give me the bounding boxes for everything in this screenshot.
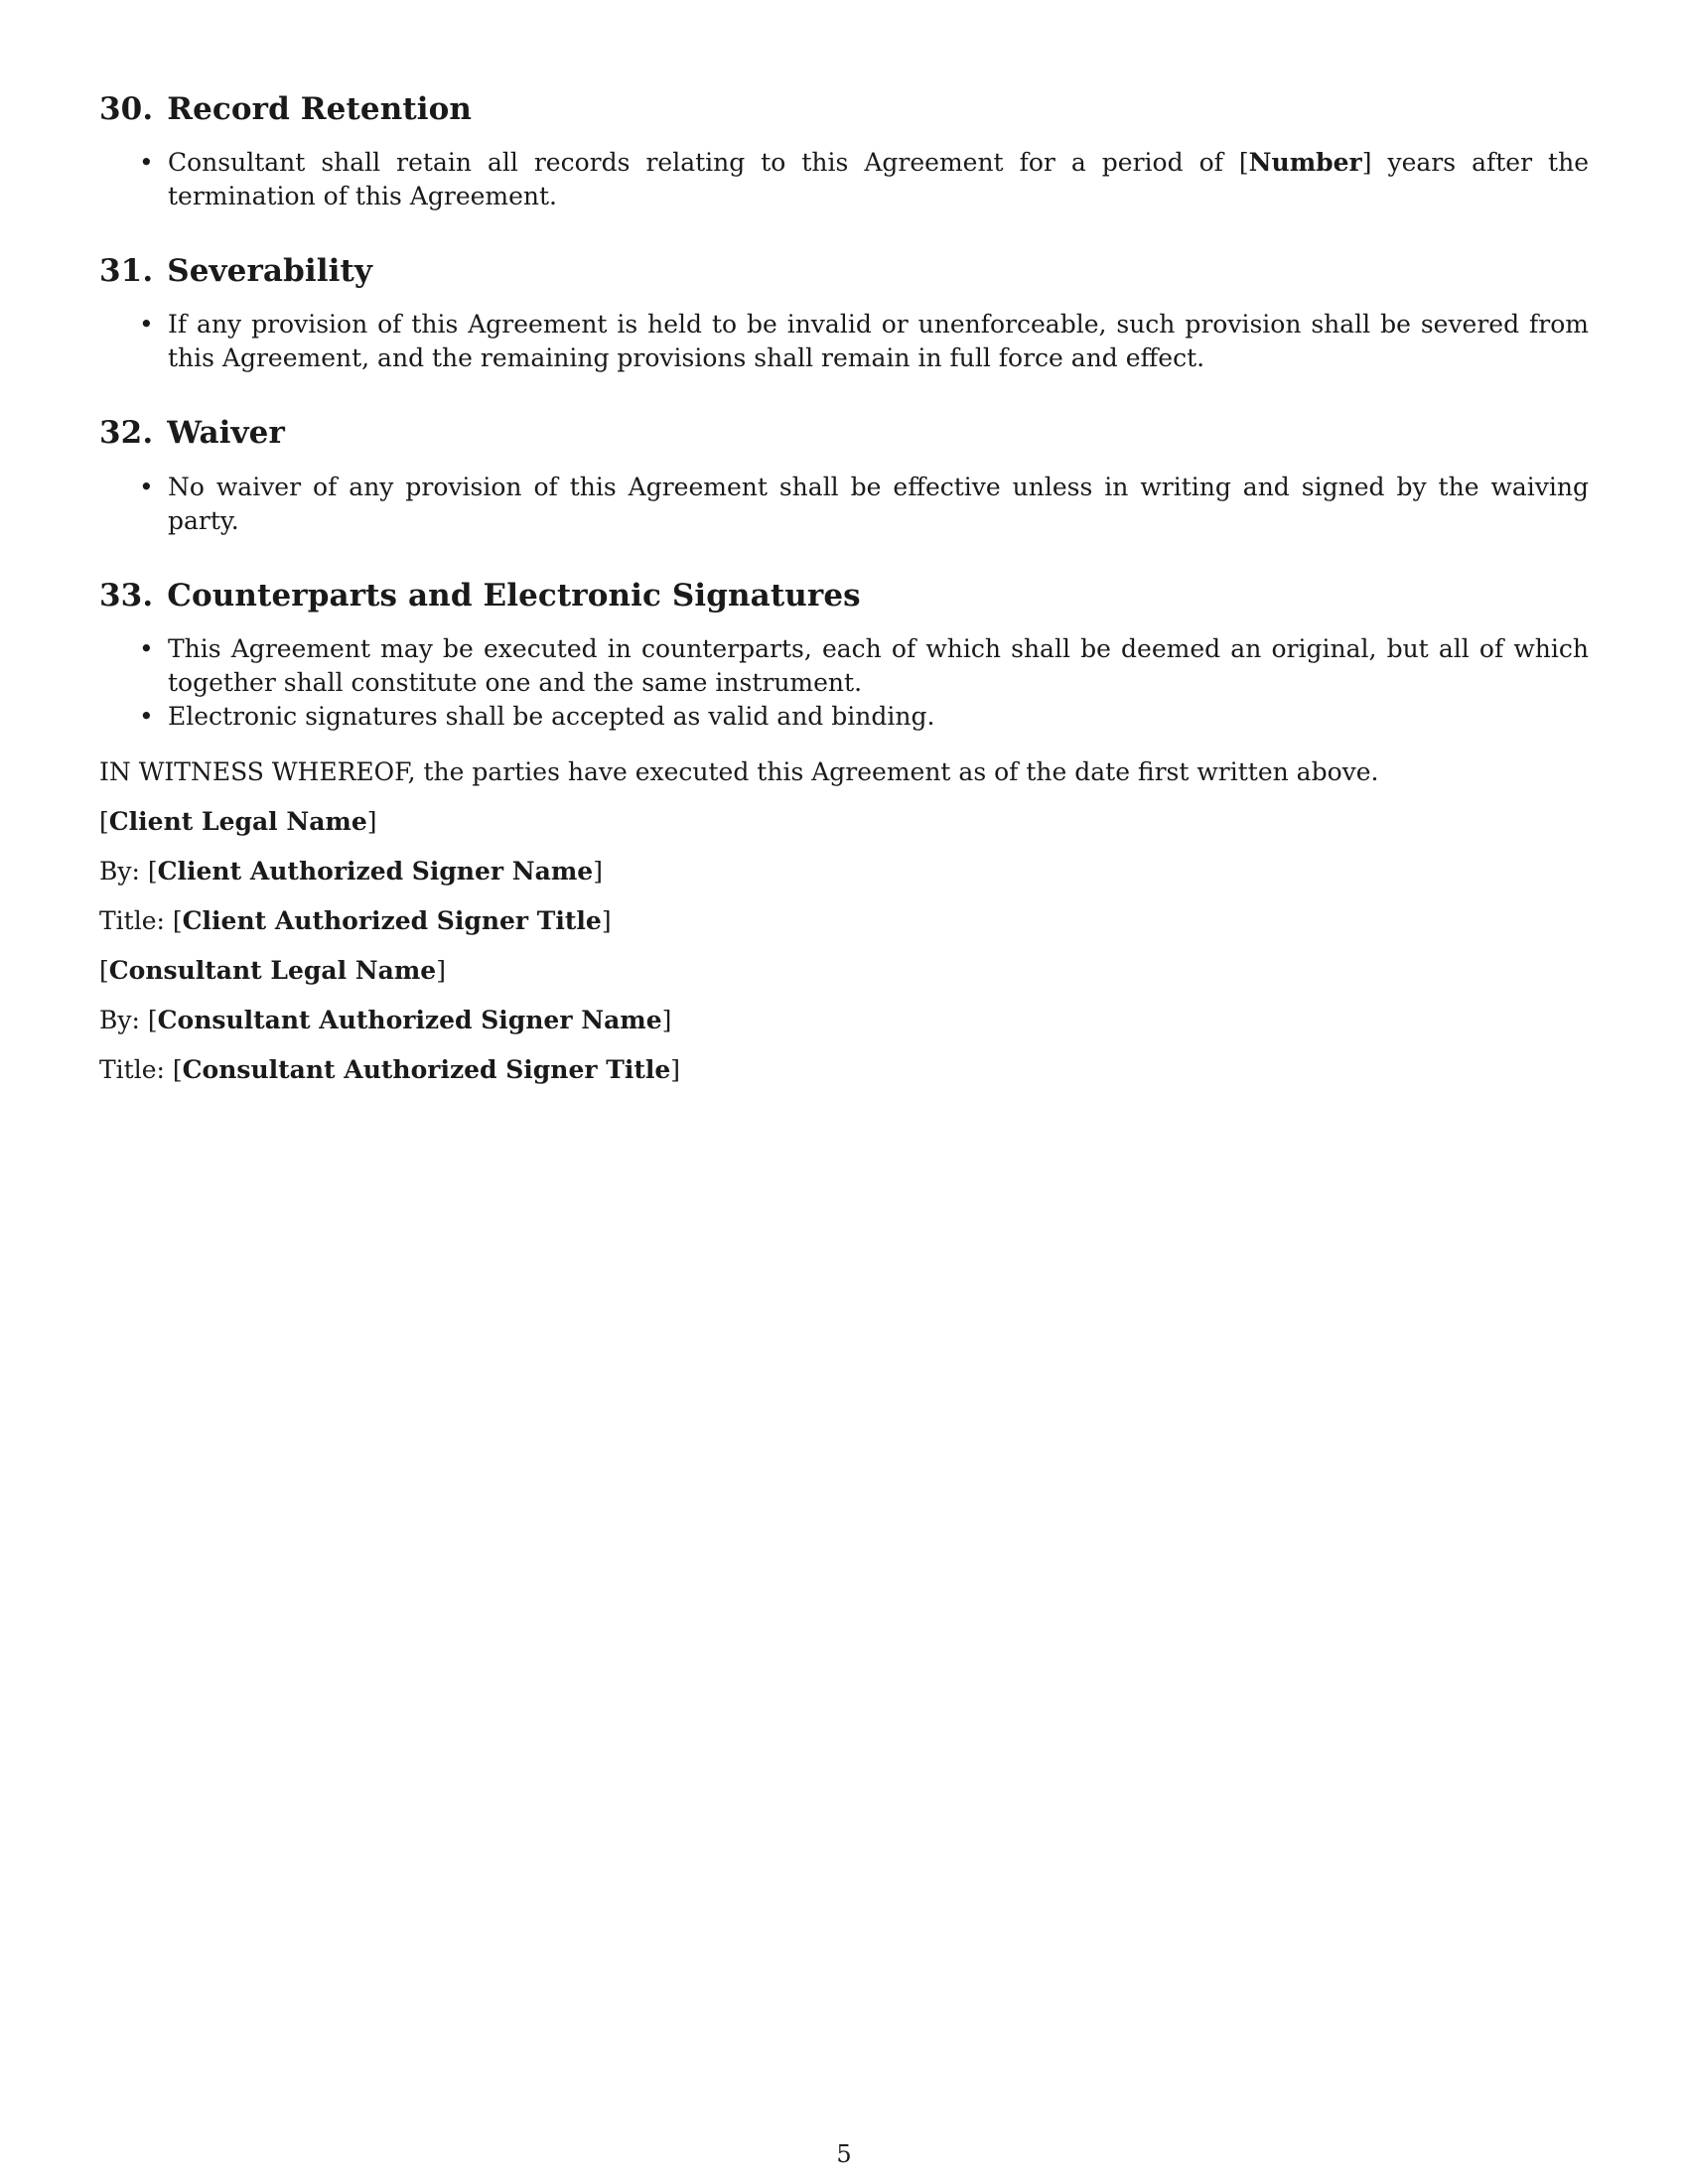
clause-text: This Agreement may be executed in counterparts, each of which shall be deemed an original, but all of which together shall constitute one and the same instrument. <box>168 633 1589 697</box>
section-heading <box>99 578 1589 614</box>
bullet-icon: • <box>139 633 154 663</box>
bullet-icon: • <box>139 310 154 340</box>
client-legal-name <box>99 805 1589 839</box>
list-item <box>99 632 1589 700</box>
clause-text: Electronic signatures shall be accepted as valid and binding. <box>168 701 935 731</box>
bullet-list <box>99 308 1589 375</box>
witness-statement: IN WITNESS WHEREOF, the parties have executed this Agreement as of the date first written above. <box>99 756 1379 786</box>
document-page <box>99 91 1589 1103</box>
section-number: 32. <box>99 415 154 452</box>
placeholder-consultant-signer-title: Consultant Authorized Signer Title <box>182 1054 671 1084</box>
section-heading <box>99 91 1589 128</box>
section-record-retention <box>99 91 1589 213</box>
line-prefix: By: [ <box>99 1005 158 1034</box>
bullet-icon: • <box>139 472 154 501</box>
line-suffix: ] <box>661 1005 672 1034</box>
bullet-list <box>99 471 1589 538</box>
section-number: 30. <box>99 91 154 127</box>
client-signer-name <box>99 855 1589 888</box>
line-prefix: [ <box>99 806 109 836</box>
section-title: Counterparts and Electronic Signatures <box>167 577 861 614</box>
line-suffix: ] <box>436 955 446 985</box>
bullet-list <box>99 632 1589 734</box>
section-number: 31. <box>99 253 154 290</box>
bullet-icon: • <box>139 701 154 731</box>
line-suffix: ] <box>670 1054 681 1084</box>
placeholder-number: Number <box>1248 148 1362 178</box>
line-prefix: Title: [ <box>99 905 183 935</box>
section-title: Waiver <box>167 415 285 452</box>
clause-text: ] years after the termination of this Agreement. <box>168 148 1589 211</box>
section-title: Severability <box>167 253 373 290</box>
section-counterparts <box>99 578 1589 734</box>
placeholder-client-signer-name: Client Authorized Signer Name <box>157 856 594 886</box>
line-suffix: ] <box>366 806 377 836</box>
line-suffix: ] <box>601 905 612 935</box>
placeholder-client-legal-name: Client Legal Name <box>108 806 367 836</box>
list-item <box>99 146 1589 213</box>
section-heading <box>99 253 1589 290</box>
bullet-icon: • <box>139 148 154 178</box>
page-number: 5 <box>836 2140 852 2168</box>
bullet-list <box>99 146 1589 213</box>
section-heading <box>99 415 1589 452</box>
consultant-legal-name <box>99 954 1589 988</box>
consultant-signer-name <box>99 1004 1589 1037</box>
line-prefix: [ <box>99 955 109 985</box>
section-number: 33. <box>99 577 154 614</box>
placeholder-consultant-signer-name: Consultant Authorized Signer Name <box>157 1005 662 1034</box>
placeholder-consultant-legal-name: Consultant Legal Name <box>108 955 437 985</box>
list-item <box>99 308 1589 375</box>
clause-text: If any provision of this Agreement is held to be invalid or unenforceable, such provision shall be severed from this Agreement, and the remaining provisions shall remain in full force and effect. <box>168 310 1589 373</box>
section-severability <box>99 253 1589 375</box>
line-prefix: By: [ <box>99 856 158 886</box>
line-suffix: ] <box>593 856 603 886</box>
consultant-signer-title <box>99 1053 1589 1087</box>
client-signer-title <box>99 904 1589 938</box>
clause-text: No waiver of any provision of this Agreement shall be effective unless in writing and signed by the waiving party. <box>168 472 1589 535</box>
line-prefix: Title: [ <box>99 1054 183 1084</box>
placeholder-client-signer-title: Client Authorized Signer Title <box>182 905 602 935</box>
clause-text: Consultant shall retain all records relating to this Agreement for a period of <box>168 148 1239 178</box>
list-item <box>99 700 1589 734</box>
section-title: Record Retention <box>167 91 473 127</box>
list-item <box>99 471 1589 538</box>
bracket-open: [ <box>1238 148 1249 178</box>
section-waiver <box>99 415 1589 537</box>
